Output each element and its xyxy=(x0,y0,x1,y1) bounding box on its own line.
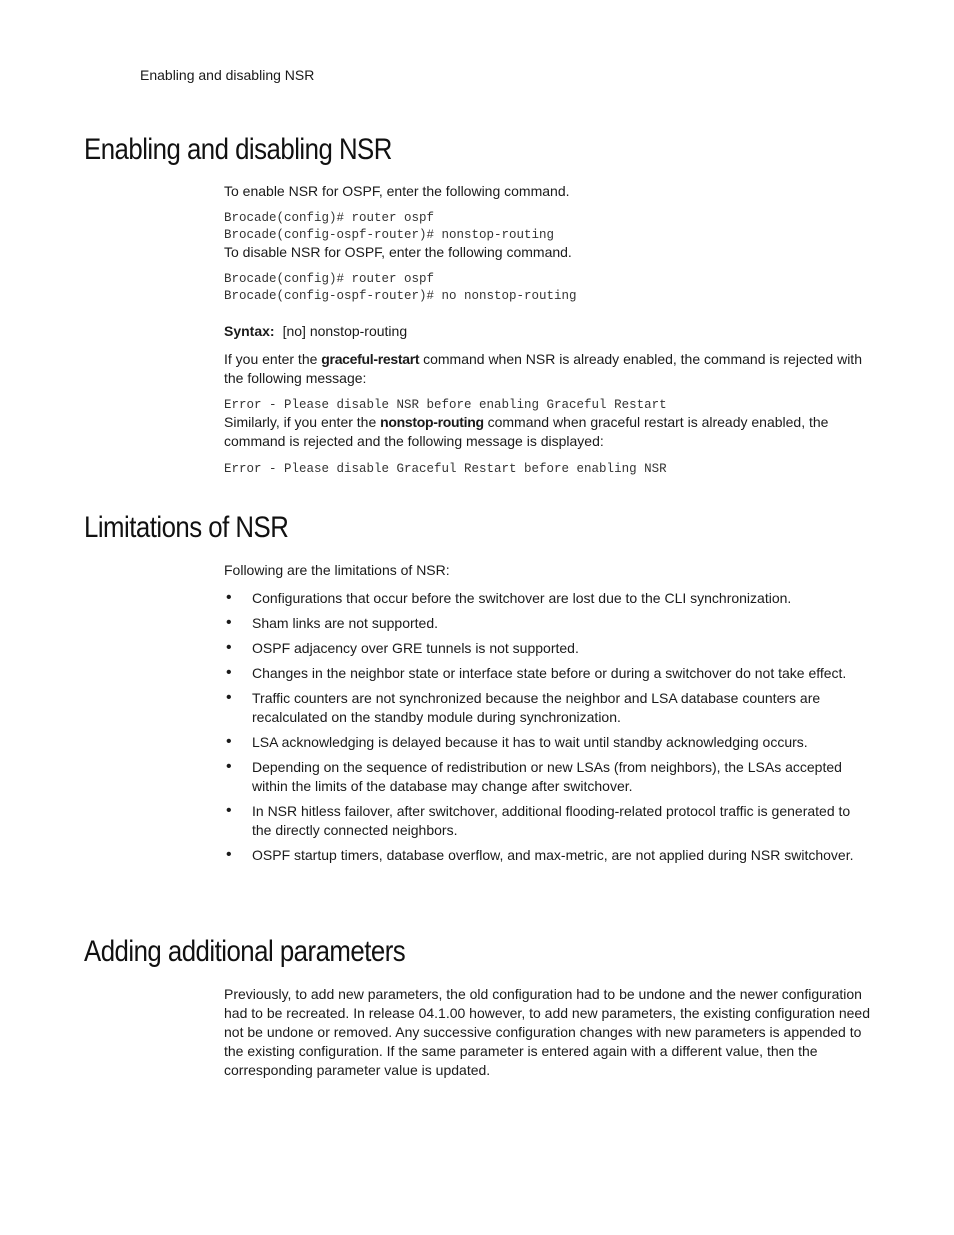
list-item-text: OSPF adjacency over GRE tunnels is not supported. xyxy=(252,640,579,656)
syntax-value: [no] nonstop-routing xyxy=(282,323,408,339)
list-item xyxy=(224,802,872,840)
list-item-text: Traffic counters are not synchronized because the neighbor and LSA database counters are recalculated on the standby module during synchronization. xyxy=(252,690,821,725)
bullet-icon: • xyxy=(226,758,232,775)
disable-code-block: Brocade(config)# router ospf Brocade(config-ospf-router)# no nonstop-routing xyxy=(224,272,577,303)
gr-text-pre: If you enter the xyxy=(224,351,322,367)
graceful-restart-command: graceful-restart xyxy=(321,351,420,367)
enable-intro: To enable NSR for OSPF, enter the following command. xyxy=(224,183,570,199)
syntax-line xyxy=(224,322,872,341)
bullet-icon: • xyxy=(226,802,232,819)
enable-code-block: Brocade(config)# router ospf Brocade(config-ospf-router)# nonstop-routing xyxy=(224,211,555,242)
list-item xyxy=(224,589,872,608)
list-item xyxy=(224,733,872,752)
list-item-text: Depending on the sequence of redistribution or new LSAs (from neighbors), the LSAs accepted within the limits of the database may change after switchover. xyxy=(252,759,842,794)
list-item xyxy=(224,689,872,727)
bullet-icon: • xyxy=(226,664,232,681)
list-item-text: Configurations that occur before the switchover are lost due to the CLI synchronization. xyxy=(252,590,792,606)
list-item xyxy=(224,846,872,865)
bullet-icon: • xyxy=(226,589,232,606)
list-item-text: OSPF startup timers, database overflow, and max-metric, are not applied during NSR switchover. xyxy=(252,847,854,863)
limitations-list xyxy=(224,589,872,865)
section-title-enabling-disabling-nsr: Enabling and disabling NSR xyxy=(84,133,392,166)
gr-error-message: Error - Please disable NSR before enabling Graceful Restart xyxy=(224,398,667,412)
nsr-text-post: command when graceful restart is already enabled, the command is rejected and the following message is displayed: xyxy=(224,414,829,449)
list-item xyxy=(224,639,872,658)
bullet-icon: • xyxy=(226,846,232,863)
bullet-icon: • xyxy=(226,733,232,750)
bullet-icon: • xyxy=(226,614,232,631)
list-item xyxy=(224,664,872,683)
bullet-icon: • xyxy=(226,639,232,656)
list-item-text: LSA acknowledging is delayed because it has to wait until standby acknowledging occurs. xyxy=(252,734,808,750)
list-item xyxy=(224,758,872,796)
list-item-text: In NSR hitless failover, after switchover, additional flooding-related protocol traffic is generated to the directly connected neighbors. xyxy=(252,803,851,838)
section-title-limitations-of-nsr: Limitations of NSR xyxy=(84,511,289,544)
disable-intro: To disable NSR for OSPF, enter the following command. xyxy=(224,244,572,260)
adding-parameters-body: Previously, to add new parameters, the old configuration had to be undone and the newer configuration had to be recreated. In release 04.1.00 however, to add new parameters, the existing configuration need not be undone or removed. Any successive configuration changes with new parameters is appended to the existing configuration. If the same parameter is entered again with a different value, then the corresponding parameter value is updated. xyxy=(224,986,870,1078)
list-item xyxy=(224,614,872,633)
nonstop-routing-command: nonstop-routing xyxy=(380,414,484,430)
limitations-intro: Following are the limitations of NSR: xyxy=(224,562,450,578)
nsr-error-message: Error - Please disable Graceful Restart before enabling NSR xyxy=(224,462,667,476)
nsr-text-pre: Similarly, if you enter the xyxy=(224,414,381,430)
section-title-adding-additional-parameters: Adding additional parameters xyxy=(84,935,406,968)
list-item-text: Sham links are not supported. xyxy=(252,615,438,631)
bullet-icon: • xyxy=(226,689,232,706)
graceful-restart-paragraph xyxy=(224,350,872,388)
running-header: Enabling and disabling NSR xyxy=(140,67,315,83)
nonstop-routing-paragraph xyxy=(224,413,872,451)
gr-text-post: command when NSR is already enabled, the command is rejected with the following message: xyxy=(224,351,862,386)
list-item-text: Changes in the neighbor state or interface state before or during a switchover do not take effect. xyxy=(252,665,847,681)
syntax-label: Syntax: xyxy=(224,323,275,339)
